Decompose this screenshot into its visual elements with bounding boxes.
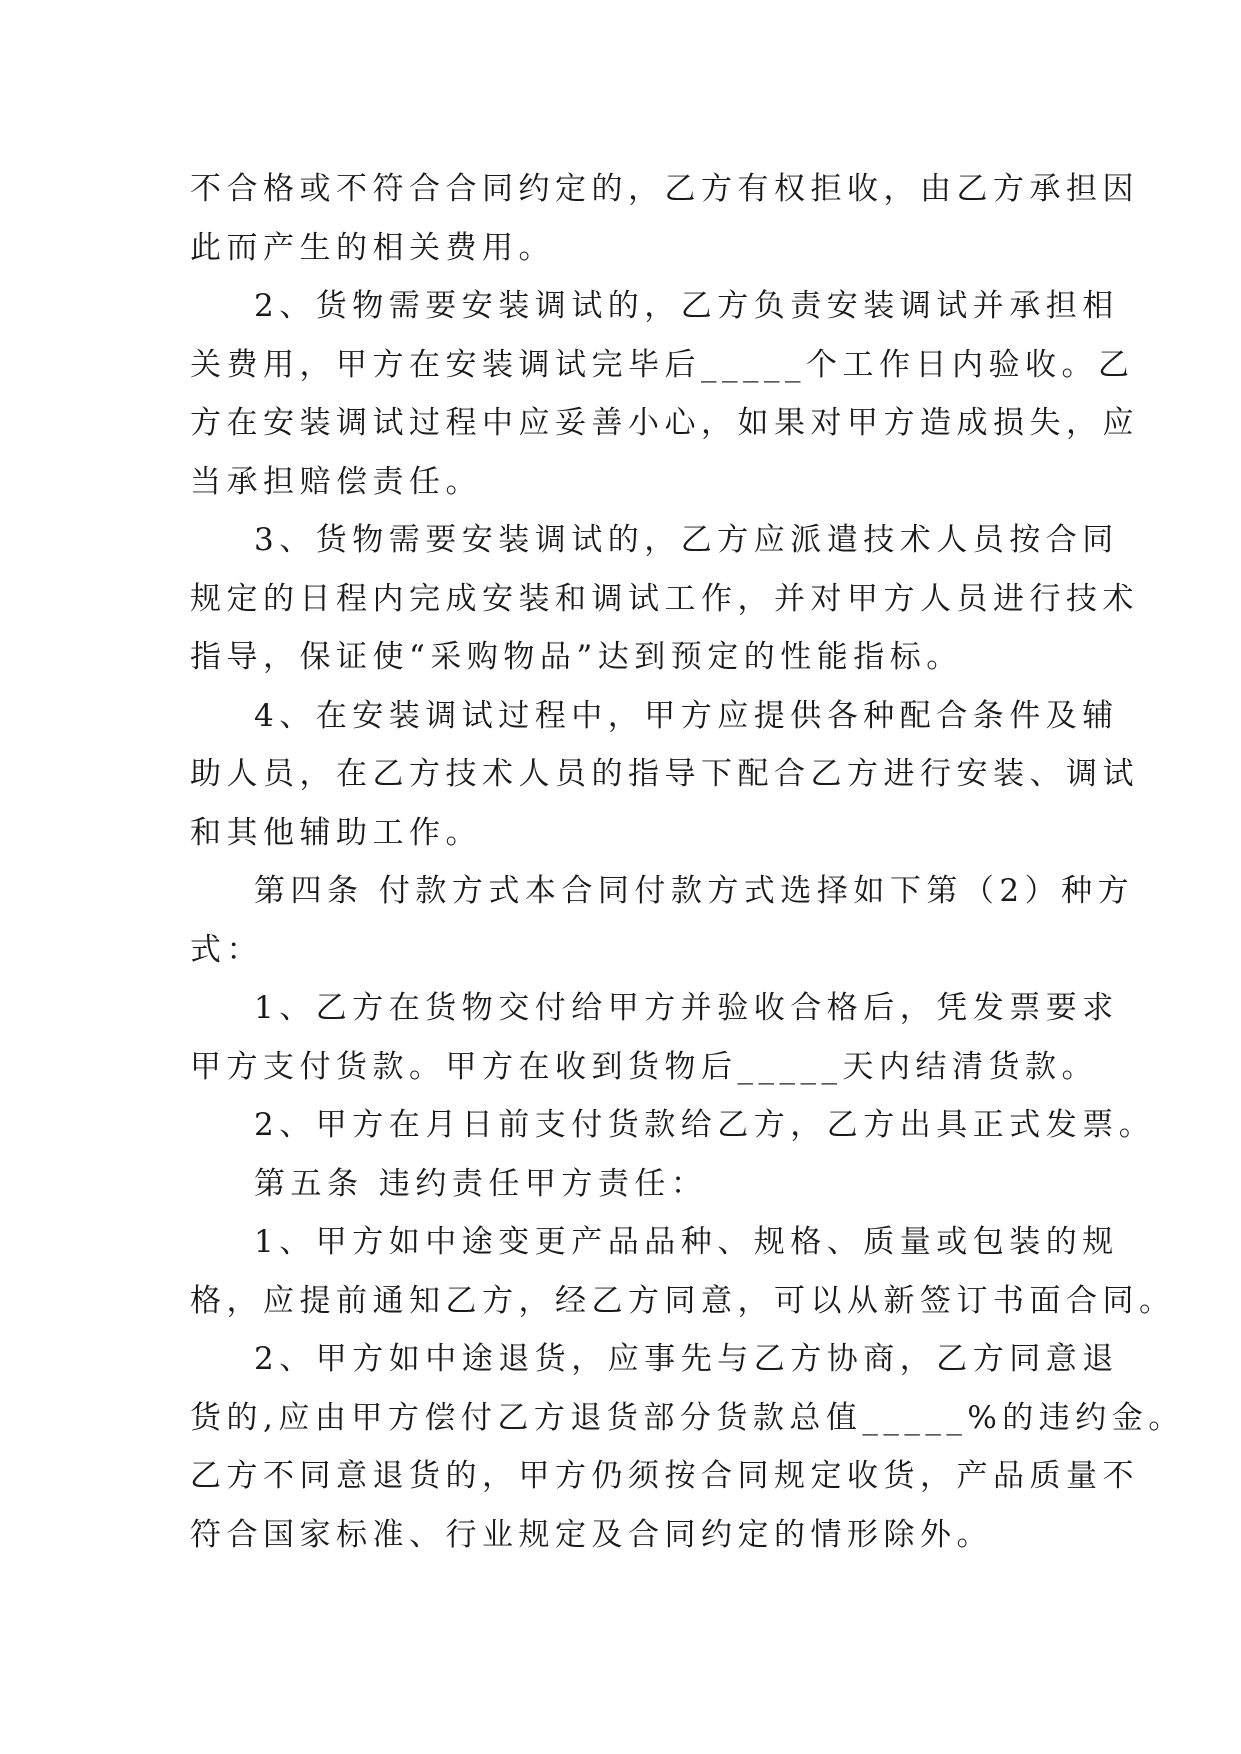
text-line: 此而产生的相关费用。: [190, 229, 555, 266]
text-line: 2、货物需要安装调试的，乙方负责安装调试并承担相: [254, 288, 1119, 324]
text-line: 甲方支付货款。甲方在收到货物后_____天内结清货款。: [190, 1048, 1098, 1085]
text-line: 符合国家标准、行业规定及合同约定的情形除外。: [190, 1516, 993, 1553]
text-line: 方在安装调试过程中应妥善小心，如果对甲方造成损失，应: [190, 405, 1139, 441]
text-line: 3、货物需要安装调试的，乙方应派遣技术人员按合同: [254, 522, 1119, 558]
text-line: 和其他辅助工作。: [190, 814, 482, 851]
text-line: 第四条 付款方式本合同付款方式选择如下第（2）种方: [254, 873, 1135, 909]
text-line: 4、在安装调试过程中，甲方应提供各种配合条件及辅: [254, 697, 1119, 734]
text-line: 助人员，在乙方技术人员的指导下配合乙方进行安装、调试: [190, 756, 1139, 792]
text-line: 第五条 违约责任甲方责任：: [254, 1165, 708, 1202]
text-line: 2、甲方在月日前支付货款给乙方，乙方出具正式发票。: [254, 1107, 1156, 1143]
text-line: 2、甲方如中途退货，应事先与乙方协商，乙方同意退: [254, 1341, 1119, 1377]
document-body: [190, 160, 1185, 1564]
text-line: 指导，保证使“采购物品”达到预定的性能指标。: [190, 639, 963, 675]
text-line: 式：: [190, 931, 263, 968]
text-line: 规定的日程内完成安装和调试工作，并对甲方人员进行技术: [190, 580, 1139, 617]
text-line: 格，应提前通知乙方，经乙方同意，可以从新签订书面合同。: [190, 1282, 1176, 1319]
text-line: 1、甲方如中途变更产品品种、规格、质量或包装的规: [254, 1224, 1119, 1260]
text-line: 当承担赔偿责任。: [190, 463, 482, 500]
text-line: 不合格或不符合合同约定的，乙方有权拒收，由乙方承担因: [190, 171, 1139, 207]
text-line: 货的,应由甲方偿付乙方退货部分货款总值_____%的违约金。: [190, 1399, 1185, 1436]
text-line: 关费用，甲方在安装调试完毕后_____个工作日内验收。乙: [190, 346, 1135, 383]
document-page: [190, 160, 1185, 1564]
text-line: 乙方不同意退货的，甲方仍须按合同规定收货，产品质量不: [190, 1458, 1139, 1494]
text-line: 1、乙方在货物交付给甲方并验收合格后，凭发票要求: [254, 990, 1119, 1026]
